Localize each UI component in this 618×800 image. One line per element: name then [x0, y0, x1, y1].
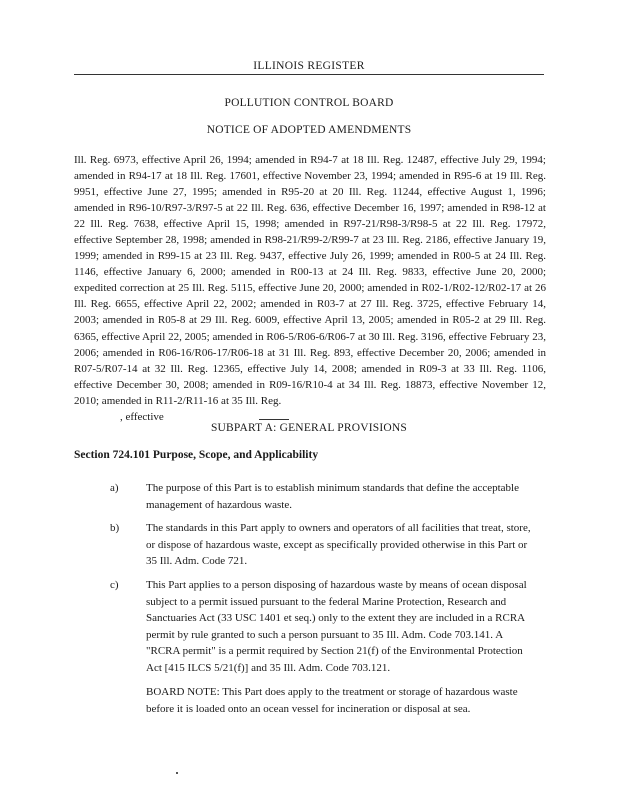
history-tail: , effective — [120, 410, 164, 423]
history-text: Ill. Reg. 6973, effective April 26, 1994; amended in R94-7 at 18 Ill. Reg. 12487, effective July 29, 1994; amended in R94-17 at 18 Ill. Reg. 17601, effective November 23, 1994; amended in R95-6 at 19 Ill. Reg. 9951, effective June 27, 1995; amended in R95-20 at 20 Ill. Reg. 11244, effective August 1, 1996; amended in R96-10/R97-3/R97-5 at 22 Ill. Reg. 636, effective December 16, 1997; amended in R98-12 at 22 Ill. Reg. 7638, effective April 15, 1998; amended in R97-21/R98-3/R98-5 at 22 Ill. Reg. 17972, effective September 28, 1998; amended in R98-21/R99-2/R99-7 at 23 Ill. Reg. 2186, effective January 19, 1999; amended in R99-15 at 23 Ill. Reg. 9437, effective July 26, 1999; amended in R00-5 at 24 Ill. Reg. 1146, effective January 6, 2000; amended in R00-13 at 24 Ill. Reg. 9833, effective June 20, 2000; expedited correction at 25 Ill. Reg. 5115, effective June 20, 2000; amended in R02-1/R02-12/R02-17 at 26 Ill. Reg. 6655, effective April 22, 2002; amended in R03-7 at 27 Ill. Reg. 3725, effective February 14, 2003; amended in R05-8 at 29 Ill. Reg. 6009, effective April 13, 2005; amended in R05-2 at 29 Ill. Reg. 6365, effective April 22, 2005; amended in R06-5/R06-6/R06-7 at 30 Ill. Reg. 3196, effective February 23, 2006; amended in R06-16/R06-17/R06-18 at 31 Ill. Reg. 893, effective December 20, 2006; amended in R07-5/R07-14 at 32 Ill. Reg. 12365, effective July 14, 2008; amended in R09-3 at 33 Ill. Reg. 1106, effective December 30, 2008; amended in R09-16/R10-4 at 34 Ill. Reg. 18873, effective November 12, 2010; amended in R11-2/R11-16 at 35 Ill. Reg. — [74, 154, 546, 407]
subpart-heading: SUBPART A: GENERAL PROVISIONS — [210, 422, 408, 434]
item-letter: a) — [110, 482, 119, 494]
register-header: ILLINOIS REGISTER — [253, 60, 365, 72]
item-letter: c) — [110, 579, 119, 591]
item-text: This Part applies to a person disposing of hazardous waste by means of ocean disposal subject to a permit issued pursuant to the federal Marine Protection, Research and Sanctuaries Act (33 USC 1401 et seq.) only to the extent they are included in a RCRA permit by rule granted to such a person pursuant to 35 Ill. Adm. Code 703.141. A "RCRA permit" is a permit required by Section 21(f) of the Environmental Protection Act [415 ILCS 5/21(f)] and 35 Ill. Adm. Code 703.121. — [146, 579, 527, 674]
scan-speck — [176, 772, 178, 774]
effective-date-blank — [259, 409, 289, 420]
section-title: Section 724.101 Purpose, Scope, and Applicability — [74, 449, 319, 461]
agency-title: POLLUTION CONTROL BOARD — [224, 97, 394, 109]
header-rule — [74, 74, 544, 75]
notice-title: NOTICE OF ADOPTED AMENDMENTS — [206, 124, 412, 136]
item-letter: b) — [110, 522, 120, 534]
item-text: The purpose of this Part is to establish minimum standards that define the acceptable management of hazardous waste. — [146, 482, 519, 511]
item-text: The standards in this Part apply to owners and operators of all facilities that treat, store, or dispose of hazardous waste, except as specifically provided otherwise in this Part or 35 Ill. Adm. Code 721. — [146, 522, 531, 567]
history-paragraph — [74, 152, 546, 425]
board-note: BOARD NOTE: This Part does apply to the treatment or storage of hazardous waste before it is loaded onto an ocean vessel for incineration or disposal at sea. — [146, 686, 518, 715]
